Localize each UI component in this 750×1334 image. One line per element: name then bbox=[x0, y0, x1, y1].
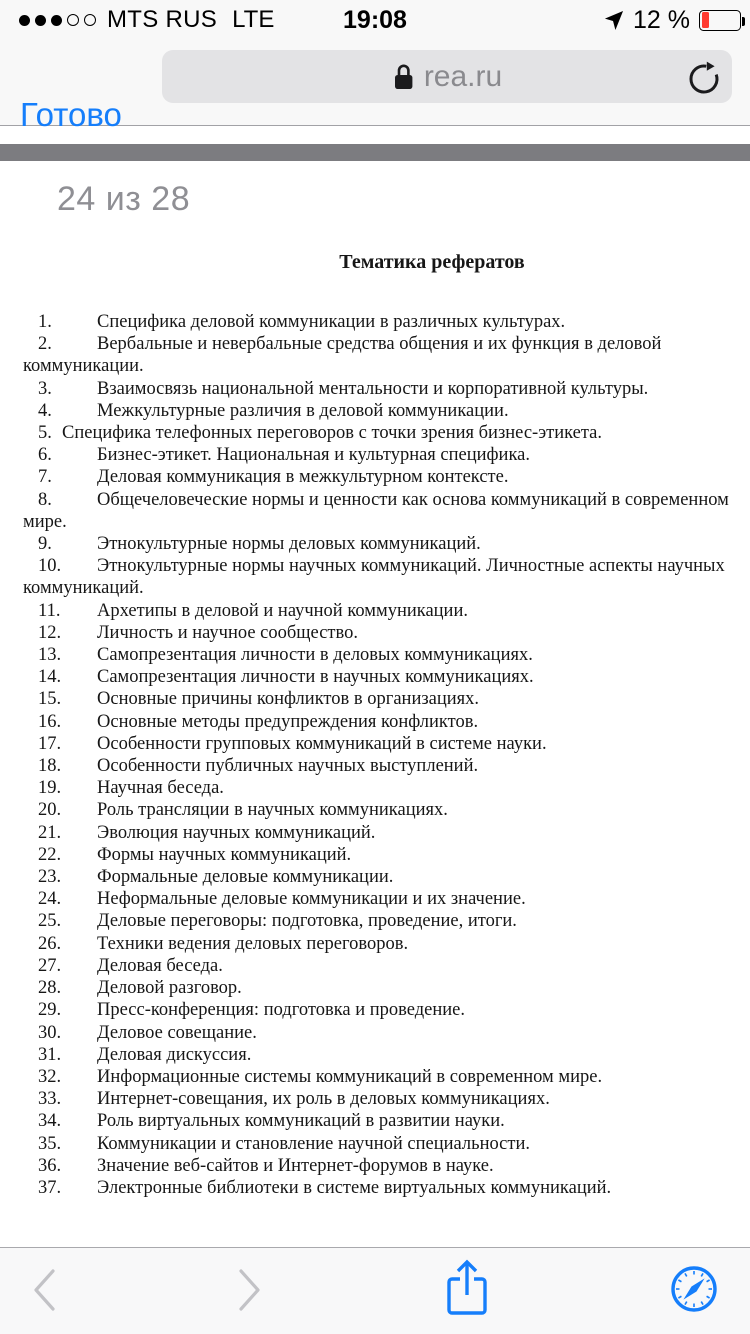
topic-text: Деловое совещание. bbox=[97, 1022, 257, 1043]
topic-item bbox=[23, 533, 733, 555]
lock-icon bbox=[392, 62, 415, 91]
document-title: Тематика рефератов bbox=[339, 251, 525, 273]
topic-text: Коммуникации и становление научной специальности. bbox=[97, 1133, 531, 1154]
topic-item bbox=[23, 688, 733, 710]
share-icon bbox=[445, 1305, 489, 1320]
topic-text: Деловые переговоры: подготовка, проведение, итоги. bbox=[97, 911, 517, 932]
topic-item bbox=[23, 977, 733, 999]
topic-number: 36. bbox=[38, 1155, 62, 1176]
topic-item bbox=[23, 844, 733, 866]
done-button[interactable]: Готово bbox=[20, 96, 122, 133]
topic-item bbox=[23, 755, 733, 777]
topic-item bbox=[23, 999, 733, 1021]
battery-percent-label: 12 % bbox=[633, 5, 690, 34]
topic-number: 17. bbox=[38, 733, 62, 754]
topic-text: Интернет-совещания, их роль в деловых коммуникациях. bbox=[97, 1089, 550, 1110]
topic-number: 3. bbox=[38, 378, 52, 399]
topic-number: 18. bbox=[38, 756, 62, 777]
topic-item bbox=[23, 644, 733, 666]
topic-number: 6. bbox=[38, 445, 52, 466]
topic-number: 19. bbox=[38, 778, 62, 799]
topic-item bbox=[23, 1066, 733, 1088]
topic-item bbox=[23, 622, 733, 644]
page-indicator: 24 из 28 bbox=[57, 180, 191, 218]
topic-text: Роль виртуальных коммуникаций в развитии науки. bbox=[97, 1111, 505, 1132]
topic-item bbox=[23, 1088, 733, 1110]
topic-number: 29. bbox=[38, 1000, 62, 1021]
topic-item bbox=[23, 466, 733, 488]
forward-button[interactable] bbox=[236, 1267, 262, 1313]
topic-number: 2. bbox=[38, 334, 52, 355]
topic-item bbox=[23, 1022, 733, 1044]
topic-item bbox=[23, 1133, 733, 1155]
network-type-label: LTE bbox=[232, 6, 275, 33]
topic-item bbox=[23, 600, 733, 622]
navigation-bar bbox=[0, 40, 750, 133]
topic-number: 22. bbox=[38, 844, 62, 865]
topic-number: 21. bbox=[38, 822, 62, 843]
topic-item bbox=[23, 955, 733, 977]
topic-text: Основные причины конфликтов в организациях. bbox=[97, 689, 480, 710]
topic-item bbox=[23, 1044, 733, 1066]
topic-text: Деловая коммуникация в межкультурном контексте. bbox=[97, 467, 509, 488]
topic-number: 14. bbox=[38, 667, 62, 688]
topic-number: 32. bbox=[38, 1066, 62, 1087]
topic-text: Бизнес-этикет. Национальная и культурная специфика. bbox=[97, 445, 530, 466]
topic-text: Пресс-конференция: подготовка и проведение. bbox=[97, 1000, 466, 1021]
topic-item bbox=[23, 888, 733, 910]
topic-item bbox=[23, 311, 733, 333]
topic-number: 26. bbox=[38, 933, 62, 954]
topic-text: Неформальные деловые коммуникации и их значение. bbox=[97, 889, 526, 910]
chevron-left-icon bbox=[32, 1301, 58, 1316]
topic-number: 5. bbox=[38, 423, 52, 444]
topic-item bbox=[23, 822, 733, 844]
topic-text: Личность и научное сообщество. bbox=[97, 622, 359, 643]
topic-number: 12. bbox=[38, 622, 62, 643]
topic-number: 28. bbox=[38, 978, 62, 999]
chevron-right-icon bbox=[236, 1301, 262, 1316]
topic-item bbox=[23, 1155, 733, 1177]
topic-item bbox=[23, 777, 733, 799]
url-text: rea.ru bbox=[423, 59, 503, 93]
topic-text: Архетипы в деловой и научной коммуникации. bbox=[97, 600, 468, 621]
topic-number: 25. bbox=[38, 911, 62, 932]
topic-text: Самопрезентация личности в научных коммуникациях. bbox=[97, 667, 534, 688]
safari-compass-icon bbox=[670, 1301, 718, 1316]
share-button[interactable] bbox=[445, 1259, 489, 1317]
topic-number: 23. bbox=[38, 867, 62, 888]
topic-number: 4. bbox=[38, 400, 52, 421]
topic-item bbox=[23, 711, 733, 733]
topic-item bbox=[23, 422, 733, 444]
topic-item bbox=[23, 555, 733, 599]
topic-text: Особенности групповых коммуникаций в системе науки. bbox=[97, 733, 547, 754]
topic-item bbox=[23, 910, 733, 932]
topic-number: 11. bbox=[38, 600, 61, 621]
topic-text: Значение веб-сайтов и Интернет-форумов в науке. bbox=[97, 1155, 494, 1176]
browser-chrome-top bbox=[0, 0, 750, 133]
topic-text: Взаимосвязь национальной ментальности и корпоративной культуры. bbox=[97, 378, 649, 399]
topic-text: Электронные библиотеки в системе виртуальных коммуникаций. bbox=[97, 1177, 612, 1198]
topic-text: Эволюция научных коммуникаций. bbox=[97, 822, 376, 843]
document-page bbox=[0, 161, 750, 1199]
bottom-toolbar bbox=[0, 1247, 750, 1334]
topic-item bbox=[23, 799, 733, 821]
topic-item bbox=[23, 733, 733, 755]
topic-text: Самопрезентация личности в деловых коммуникациях. bbox=[97, 645, 533, 666]
topic-number: 16. bbox=[38, 711, 62, 732]
topic-number: 15. bbox=[38, 689, 62, 710]
topic-number: 37. bbox=[38, 1177, 62, 1198]
clock: 19:08 bbox=[343, 6, 407, 34]
topic-number: 7. bbox=[38, 467, 52, 488]
topic-text: Специфика деловой коммуникации в различных культурах. bbox=[97, 312, 566, 332]
topic-number: 30. bbox=[38, 1022, 62, 1043]
page-divider bbox=[0, 144, 750, 161]
topic-number: 9. bbox=[38, 534, 52, 555]
topic-text: Основные методы предупреждения конфликтов. bbox=[97, 711, 479, 732]
topic-number: 34. bbox=[38, 1111, 62, 1132]
status-bar-right bbox=[603, 0, 741, 40]
topic-item bbox=[23, 444, 733, 466]
topic-text: Техники ведения деловых переговоров. bbox=[97, 933, 409, 954]
topic-item bbox=[23, 933, 733, 955]
topic-text: Особенности публичных научных выступлений. bbox=[97, 756, 479, 777]
status-bar bbox=[0, 0, 750, 40]
topic-text: Формальные деловые коммуникации. bbox=[97, 867, 394, 888]
topic-text: Роль трансляции в научных коммуникациях. bbox=[97, 800, 448, 821]
topic-number: 1. bbox=[38, 312, 52, 332]
reload-button[interactable] bbox=[681, 54, 727, 100]
topic-text: Деловой разговор. bbox=[97, 978, 242, 999]
url-field[interactable] bbox=[162, 50, 732, 103]
topic-item bbox=[23, 1177, 733, 1199]
topic-number: 35. bbox=[38, 1133, 62, 1154]
topic-text: Этнокультурные нормы деловых коммуникаций. bbox=[97, 534, 481, 555]
topic-number: 13. bbox=[38, 645, 62, 666]
topic-number: 20. bbox=[38, 800, 62, 821]
topic-number: 27. bbox=[38, 955, 62, 976]
location-arrow-icon bbox=[603, 10, 624, 31]
open-in-safari-button[interactable] bbox=[670, 1265, 718, 1313]
topic-text: Информационные системы коммуникаций в современном мире. bbox=[97, 1066, 603, 1087]
topic-text: Общечеловеческие нормы и ценности как основа коммуникаций в современном мире. bbox=[23, 489, 729, 532]
topic-item bbox=[23, 378, 733, 400]
topic-number: 8. bbox=[38, 489, 52, 510]
battery-icon bbox=[699, 10, 741, 31]
topic-number: 31. bbox=[38, 1044, 62, 1065]
topics-list bbox=[23, 311, 733, 1199]
topic-number: 10. bbox=[38, 556, 62, 577]
topic-text: Научная беседа. bbox=[97, 778, 224, 799]
topic-text: Деловая беседа. bbox=[97, 955, 223, 976]
topic-item bbox=[23, 866, 733, 888]
topic-item bbox=[23, 489, 733, 533]
topic-text: Деловая дискуссия. bbox=[97, 1044, 252, 1065]
topic-text: Этнокультурные нормы научных коммуникаций. Личностные аспекты научных коммуникаций. bbox=[23, 556, 725, 599]
carrier-label: MTS RUS bbox=[107, 6, 218, 33]
topic-number: 24. bbox=[38, 889, 62, 910]
topic-text: Межкультурные различия в деловой коммуникации. bbox=[97, 400, 509, 421]
topic-number: 33. bbox=[38, 1089, 62, 1110]
topic-item bbox=[23, 666, 733, 688]
topic-item bbox=[23, 333, 733, 377]
topic-item bbox=[23, 400, 733, 422]
topic-text: Вербальные и невербальные средства общения и их функция в деловой коммуникации. bbox=[23, 334, 662, 377]
back-button[interactable] bbox=[32, 1267, 58, 1313]
topic-text: Специфика телефонных переговоров с точки зрения бизнес-этикета. bbox=[62, 423, 603, 444]
topic-item bbox=[23, 1110, 733, 1132]
topic-text: Формы научных коммуникаций. bbox=[97, 844, 352, 865]
